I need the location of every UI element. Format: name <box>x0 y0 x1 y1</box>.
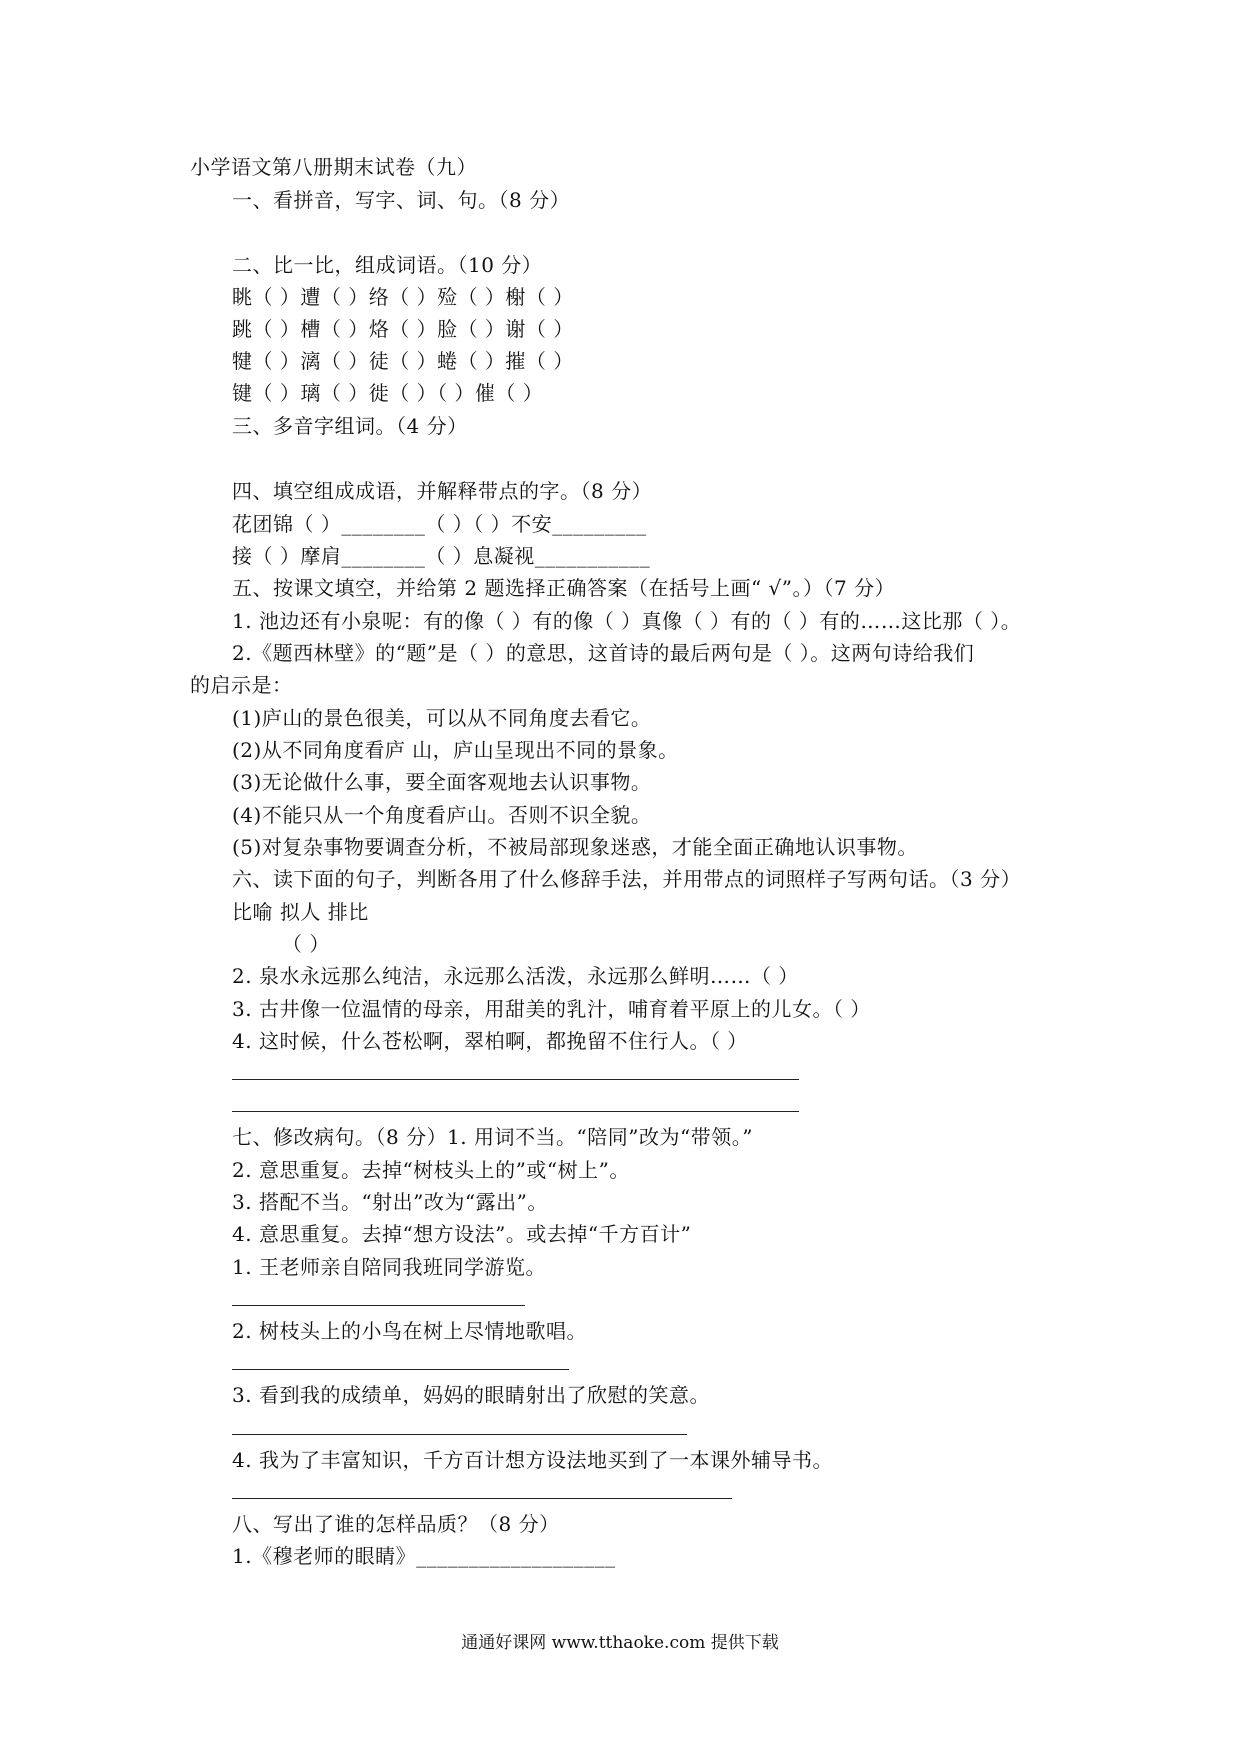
section-1-heading: 一、看拼音，写字、词、句。（8 分） <box>232 188 571 212</box>
answer-blank: （ ） <box>282 932 330 956</box>
faulty-sentence: 3. 看到我的成绩单，妈妈的眼睛射出了欣慰的笑意。 <box>232 1383 710 1407</box>
answer-line <box>232 1369 569 1370</box>
compare-row: 眺（ ）遭（ ）络（ ）殓（ ）榭（ ） <box>232 285 574 309</box>
correction-note: 2. 意思重复。去掉“树枝头上的”或“树上”。 <box>232 1158 630 1182</box>
section-5-question-2-continued: 的启示是： <box>190 673 293 697</box>
idiom-row: 花团锦（ ）________（ ）（ ）不安_________ <box>232 512 647 536</box>
section-2-heading: 二、比一比，组成词语。（10 分） <box>232 253 543 277</box>
page-title: 小学语文第八册期末试卷（九） <box>190 155 477 179</box>
section-7-heading: 七、修改病句。（8 分）1. 用词不当。“陪同”改为“带领。” <box>232 1125 753 1149</box>
page-footer: 通通好课网 www.tthaoke.com 提供下载 <box>461 1633 779 1653</box>
compare-row: 键（ ）璃（ ）徙（ ）（ ）催（ ） <box>232 381 544 405</box>
section-5-question-2: 2.《题西林壁》的“题”是（ ）的意思，这首诗的最后两句是（ ）。这两句诗给我们 <box>232 641 975 665</box>
correction-note: 3. 搭配不当。“射出”改为“露出”。 <box>232 1190 548 1214</box>
answer-option: (4)不能只从一个角度看庐山。否则不识全貌。 <box>232 803 652 827</box>
correction-note: 4. 意思重复。去掉“想方设法”。或去掉“千方百计” <box>232 1222 692 1246</box>
answer-option: (3)无论做什么事，要全面客观地去认识事物。 <box>232 770 652 794</box>
answer-line <box>232 1498 732 1499</box>
section-4-heading: 四、填空组成成语，并解释带点的字。（8 分） <box>232 479 653 503</box>
answer-line <box>232 1434 687 1435</box>
section-8-heading: 八、写出了谁的怎样品质？（8 分） <box>232 1512 560 1536</box>
answer-option: (5)对复杂事物要调查分析，不被局部现象迷惑，才能全面正确地认识事物。 <box>232 835 918 859</box>
idiom-row: 接（ ）摩肩________（ ）息凝视___________ <box>232 544 651 568</box>
faulty-sentence: 2. 树枝头上的小鸟在树上尽情地歌唱。 <box>232 1319 587 1343</box>
answer-option: (2)从不同角度看庐 山，庐山呈现出不同的景象。 <box>232 738 679 762</box>
answer-line <box>232 1305 525 1306</box>
section-6-heading: 六、读下面的句子，判断各用了什么修辞手法，并用带点的词照样子写两句话。（3 分） <box>232 867 1022 891</box>
answer-option: (1)庐山的景色很美，可以从不同角度去看它。 <box>232 706 652 730</box>
answer-line <box>232 1079 799 1080</box>
rhetoric-item: 4. 这时候，什么苍松啊，翠柏啊，都挽留不住行人。（ ） <box>232 1029 748 1053</box>
section-5-question-1: 1. 池边还有小泉呢：有的像（ ）有的像（ ）真像（ ）有的（ ）有的……这比那（ ）。 <box>232 609 1022 633</box>
compare-row: 跳（ ）槽（ ）烙（ ）脸（ ）谢（ ） <box>232 317 574 341</box>
section-8-question-1: 1.《穆老师的眼睛》___________________ <box>232 1544 616 1568</box>
rhetoric-item: 2. 泉水永远那么纯洁，永远那么活泼，永远那么鲜明……（ ） <box>232 964 799 988</box>
section-5-heading: 五、按课文填空，并给第 2 题选择正确答案（在括号上画“ √”。）（7 分） <box>232 576 896 600</box>
faulty-sentence: 1. 王老师亲自陪同我班同学游览。 <box>232 1255 546 1279</box>
section-3-heading: 三、多音字组词。（4 分） <box>232 414 468 438</box>
rhetoric-item: 3. 古井像一位温情的母亲，用甜美的乳汁，哺育着平原上的儿女。（ ） <box>232 997 871 1021</box>
compare-row: 犍（ ）漓（ ）徒（ ）蜷（ ）摧（ ） <box>232 349 574 373</box>
rhetoric-choices: 比喻 拟人 排比 <box>232 900 369 924</box>
faulty-sentence: 4. 我为了丰富知识，千方百计想方设法地买到了一本课外辅导书。 <box>232 1448 833 1472</box>
answer-line <box>232 1111 799 1112</box>
